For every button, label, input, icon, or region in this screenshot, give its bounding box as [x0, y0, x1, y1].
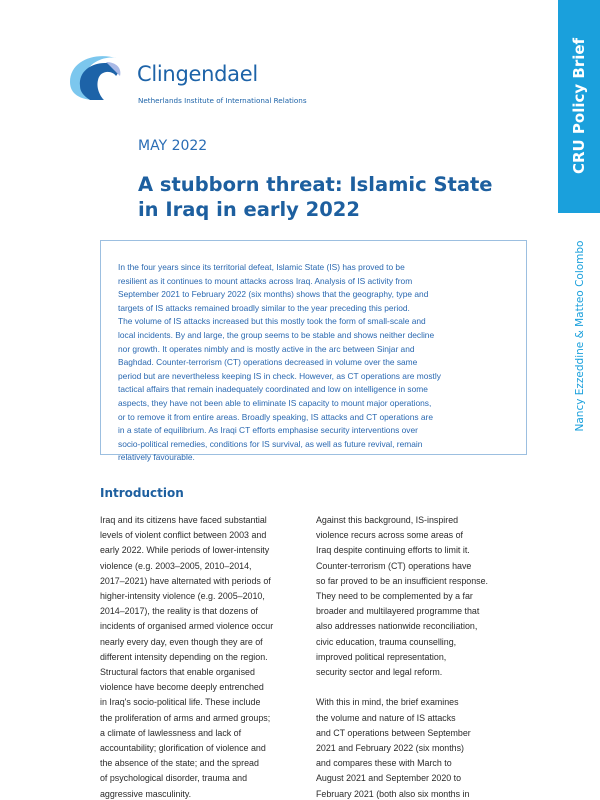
text-line: The volume of IS attacks increased but this mostly took the form of small-scale and	[118, 316, 426, 327]
text-line: nearly every day, even though they are of	[100, 636, 263, 647]
text-line: civic education, trauma counselling,	[316, 636, 457, 647]
text-line: different intensity depending on the region.	[100, 651, 268, 662]
series-tab	[558, 0, 600, 213]
text-line: relatively favourable.	[118, 452, 195, 463]
text-line: 2017–2021) have alternated with periods of	[100, 575, 271, 586]
text-line: or to remove it from entire areas. Broadly speaking, IS attacks and CT operations are	[118, 411, 433, 422]
text-line: higher-intensity violence (e.g. 2005–2010,	[100, 591, 265, 602]
text-line: security sector and legal reform.	[316, 667, 443, 678]
text-line: Counter-terrorism (CT) operations have	[316, 560, 472, 571]
text-line: violence recurs across some areas of	[316, 530, 463, 541]
text-line: aspects, they have not been able to eliminate IS capacity to mount major operations,	[118, 397, 432, 408]
text-line: period but are nevertheless keeping IS in check. However, as CT operations are mostly	[118, 370, 441, 381]
section-heading: Introduction	[100, 486, 184, 500]
text-line: accountability; glorification of violence and	[100, 743, 266, 754]
text-line: February 2021 (both also six months in	[316, 788, 470, 799]
text-line: also addresses nationwide reconciliation,	[316, 621, 478, 632]
text-line: socio-political remedies, conditions for IS survival, as well as future revival, remain	[118, 438, 423, 449]
text-line: in a state of equilibrium. As Iraqi CT efforts emphasise security interventions over	[118, 425, 418, 436]
text-line: September 2021 to February 2022 (six months) shows that the geography, type and	[118, 289, 429, 300]
text-line: With this in mind, the brief examines	[316, 697, 459, 708]
text-line: In the four years since its territorial defeat, Islamic State (IS) has proved to be	[118, 262, 405, 272]
clingendael-logo-icon	[66, 52, 126, 102]
brand-name: Clingendael	[137, 62, 258, 86]
text-line: the volume and nature of IS attacks	[316, 712, 456, 723]
text-line: 2014–2017), the reality is that dozens of	[100, 606, 258, 617]
publication-date: MAY 2022	[138, 138, 208, 154]
text-line: 2021 and February 2022 (six months)	[316, 743, 464, 754]
text-line: August 2021 and September 2020 to	[316, 773, 462, 784]
left-column	[100, 513, 273, 800]
text-line: Iraq and its citizens have faced substantial	[100, 515, 267, 525]
series-label: CRU Policy Brief	[570, 37, 588, 175]
authors: Nancy Ezzeddine & Matteo Colombo	[574, 240, 586, 432]
title-line: in Iraq in early 2022	[138, 198, 360, 221]
right-column	[316, 513, 488, 800]
text-line: Iraq despite continuing efforts to limit it.	[316, 545, 470, 556]
text-line: violence (e.g. 2003–2005, 2010–2014,	[100, 560, 252, 571]
text-line: Structural factors that enable organised	[100, 667, 255, 678]
text-line: incidents of organised armed violence occur	[100, 621, 274, 632]
title-line: A stubborn threat: Islamic State	[138, 173, 493, 196]
text-line: nor growth. It operates nimbly and is mostly active in the arc between Sinjar and	[118, 343, 415, 354]
text-line: violence have become deeply entrenched	[100, 682, 264, 693]
page-title	[138, 172, 493, 222]
text-line: aggressive masculinity.	[100, 788, 192, 799]
text-line: and CT operations between September	[316, 727, 471, 738]
text-line: the absence of the state; and the spread	[100, 758, 259, 769]
text-line: broader and multilayered programme that	[316, 606, 480, 617]
text-line: local incidents. By and large, the group seems to be stable and shows neither decline	[118, 329, 435, 340]
text-line: resilient as it continues to mount attacks across Iraq. Analysis of IS activity from	[118, 275, 413, 286]
text-line: improved political representation,	[316, 651, 447, 662]
text-line: They need to be complemented by a far	[316, 591, 473, 602]
text-line: in Iraq's socio-political life. These include	[100, 697, 261, 708]
text-line	[316, 680, 488, 695]
text-line: Against this background, IS-inspired	[316, 515, 459, 525]
text-line: so far proved to be an insufficient response.	[316, 575, 489, 586]
text-line: of psychological disorder, trauma and	[100, 773, 248, 784]
text-line: a climate of lawlessness and lack of	[100, 727, 242, 738]
text-line: the proliferation of arms and armed groups;	[100, 712, 271, 723]
text-line: levels of violent conflict between 2003 and	[100, 530, 267, 541]
text-line: tactical affairs that remain inadequately coordinated and low on intelligence in some	[118, 384, 428, 395]
brand-subtitle: Netherlands Institute of International Relations	[138, 96, 307, 105]
text-line: Baghdad. Counter-terrorism (CT) operations decreased in volume over the same	[118, 357, 418, 368]
abstract-text	[118, 261, 441, 465]
text-line: and compares these with March to	[316, 758, 452, 769]
text-line: early 2022. While periods of lower-intensity	[100, 545, 270, 556]
text-line: targets of IS attacks remained broadly similar to the year preceding this period.	[118, 302, 410, 313]
